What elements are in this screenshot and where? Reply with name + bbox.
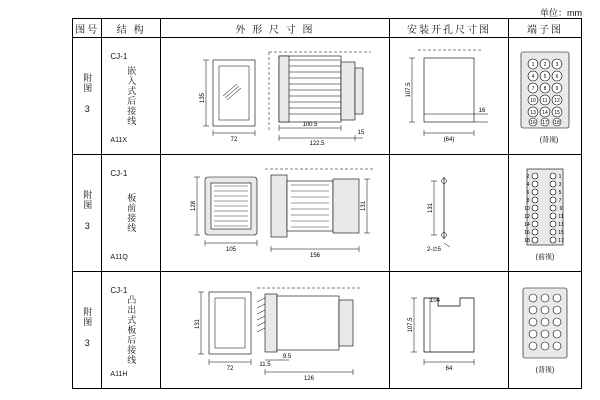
svg-text:10: 10: [530, 98, 536, 104]
terminal-caption: (背视): [539, 137, 559, 144]
header-mounting: 安装开孔尺寸图: [389, 19, 508, 38]
svg-text:10: 10: [524, 206, 530, 212]
cell-fig-no: [73, 272, 102, 389]
cell-outline-drawing: [160, 272, 389, 389]
cell-fig-no: [73, 155, 102, 272]
cell-fig-no: [73, 38, 102, 155]
structure-desc: 嵌入式后接线: [126, 66, 137, 126]
spec-table: [72, 18, 582, 389]
svg-text:131: 131: [427, 202, 434, 214]
svg-text:16: 16: [478, 108, 486, 114]
structure-code: A11H: [110, 371, 128, 378]
header-fig-no: 图号: [73, 19, 102, 38]
svg-text:72: 72: [230, 137, 238, 143]
structure-desc: 板前接线: [126, 193, 137, 233]
svg-text:9.5: 9.5: [282, 354, 292, 360]
svg-text:64: 64: [445, 366, 453, 372]
svg-text:2: 2: [526, 174, 530, 180]
cell-outline-drawing: [160, 155, 389, 272]
cell-outline-drawing: [160, 38, 389, 155]
svg-text:126: 126: [303, 376, 314, 382]
svg-text:14: 14: [542, 110, 548, 116]
svg-text:131: 131: [194, 318, 201, 330]
svg-text:107.5: 107.5: [405, 82, 412, 98]
cell-terminal-diagram: [508, 272, 581, 389]
header-terminal: 端子图: [508, 19, 581, 38]
svg-text:100.5: 100.5: [302, 122, 318, 128]
svg-text:13: 13: [530, 110, 536, 116]
structure-code: A11X: [110, 137, 128, 144]
svg-text:17: 17: [558, 238, 564, 244]
svg-text:12: 12: [554, 98, 560, 104]
header-outline: 外 形 尺 寸 图: [160, 19, 389, 38]
svg-text:15: 15: [357, 130, 365, 136]
table-row: [73, 155, 582, 272]
svg-text:11: 11: [558, 214, 564, 220]
structure-desc: 凸出式板后接线: [126, 295, 137, 365]
svg-text:72: 72: [226, 366, 234, 372]
svg-text:18: 18: [554, 120, 560, 126]
svg-text:8: 8: [543, 86, 547, 92]
svg-text:9: 9: [559, 206, 563, 212]
svg-text:16: 16: [524, 230, 530, 236]
svg-text:11: 11: [542, 98, 548, 104]
svg-text:107.5: 107.5: [407, 317, 414, 333]
svg-text:8: 8: [526, 198, 530, 204]
unit-note: 单位：mm: [540, 8, 582, 18]
terminal-caption: (前视): [535, 254, 555, 261]
svg-text:17: 17: [542, 120, 548, 126]
cell-structure: [102, 38, 161, 155]
svg-text:6: 6: [526, 190, 530, 196]
svg-text:3: 3: [555, 62, 559, 68]
structure-code: A11Q: [110, 254, 128, 261]
structure-model: CJ-1: [110, 52, 128, 61]
svg-text:104: 104: [429, 298, 440, 304]
table-row: [73, 38, 582, 155]
svg-text:15: 15: [554, 110, 560, 116]
cell-mounting-drawing: [389, 155, 508, 272]
svg-text:4: 4: [526, 182, 530, 188]
header-structure: 结 构: [102, 19, 161, 38]
fig-no-label: 附图 3: [82, 72, 93, 115]
svg-text:9: 9: [555, 86, 559, 92]
svg-text:105: 105: [225, 247, 236, 253]
cell-terminal-diagram: [508, 155, 581, 272]
svg-text:135: 135: [199, 92, 206, 104]
table-row: [73, 272, 582, 389]
svg-text:12: 12: [524, 214, 530, 220]
cell-mounting-drawing: [389, 38, 508, 155]
cell-structure: [102, 155, 161, 272]
svg-text:2: 2: [543, 62, 547, 68]
svg-text:156: 156: [309, 253, 320, 259]
structure-model: CJ-1: [110, 169, 128, 178]
svg-text:15: 15: [558, 230, 564, 236]
svg-text:14: 14: [524, 222, 530, 228]
terminal-caption: (背视): [535, 367, 555, 374]
svg-text:5: 5: [543, 74, 547, 80]
svg-text:13: 13: [558, 222, 564, 228]
svg-text:4: 4: [531, 74, 535, 80]
svg-text:7: 7: [558, 198, 562, 204]
svg-text:6: 6: [555, 74, 559, 80]
cell-terminal-diagram: [508, 38, 581, 155]
svg-text:3: 3: [558, 182, 562, 188]
svg-text:(64): (64): [443, 137, 455, 143]
table-header-row: [73, 19, 582, 38]
svg-text:5: 5: [558, 190, 562, 196]
svg-text:122.5: 122.5: [309, 141, 325, 147]
svg-text:18: 18: [524, 238, 530, 244]
fig-no-label: 附图 3: [82, 189, 93, 232]
svg-text:2-∅5: 2-∅5: [427, 247, 441, 253]
svg-text:131: 131: [360, 200, 367, 212]
svg-text:7: 7: [531, 86, 535, 92]
svg-text:1: 1: [531, 62, 535, 68]
svg-text:128: 128: [190, 200, 197, 212]
svg-text:1: 1: [558, 174, 562, 180]
svg-text:11.5: 11.5: [259, 362, 271, 368]
cell-mounting-drawing: [389, 272, 508, 389]
structure-model: CJ-1: [110, 286, 128, 295]
fig-no-label: 附图 3: [82, 306, 93, 349]
svg-text:16: 16: [530, 120, 536, 126]
cell-structure: [102, 272, 161, 389]
